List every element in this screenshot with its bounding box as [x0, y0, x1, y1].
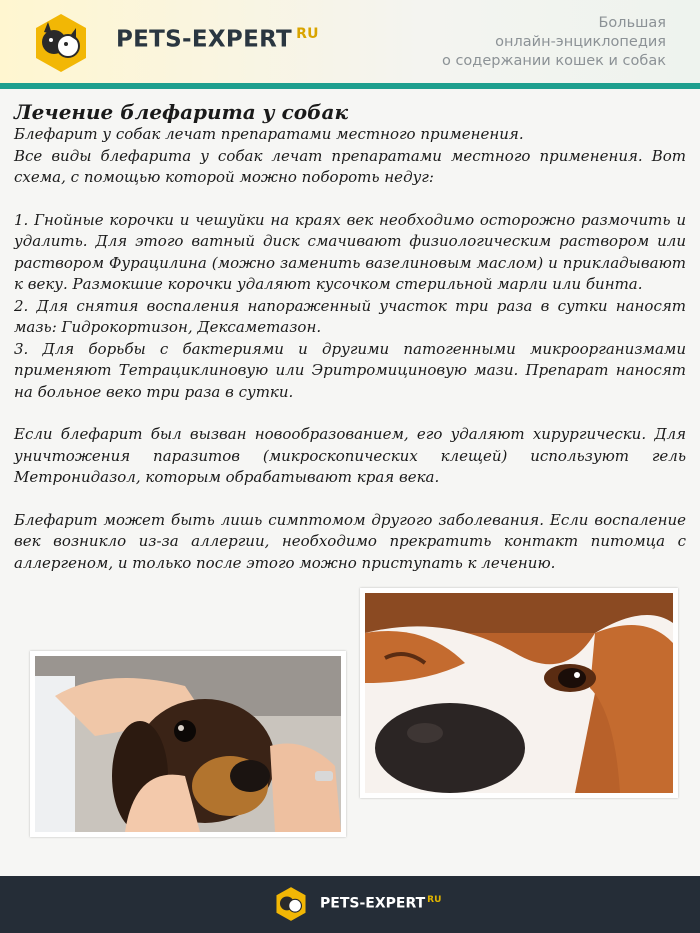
beagle-image	[365, 593, 673, 793]
article-paragraph: Если блефарит был вызван новообразованием, его удаляют хирургически. Для уничтожения паразитов (микроскопических клещей) используют гель Метронидазол, которым обрабатывают края века.	[14, 425, 686, 486]
article-paragraph: 1. Гнойные корочки и чешуйки на краях век необходимо осторожно размочить и удалить. Для этого ватный диск смачивают физиологическим раствором или раствором Фурацилина (можно заменить вазелиновым маслом) и прикладывают к веку. Размокшие корочки удаляют кусочком стерильной марли или бинта.	[14, 210, 686, 293]
article-paragraph: Блефарит может быть лишь симптомом другого заболевания. Если воспаление век возникло из-за аллергии, необходимо прекратить контакт питомца с аллергеном, и только после этого можно приступать к лечению.	[14, 510, 686, 572]
article-paragraph: 3. Для борьбы с бактериями и другими патогенными микроорганизмами применяют Тетрациклиновую или Эритромициновую мази. Препарат наносят на больное веко три раза в сутки.	[14, 339, 686, 401]
article-paragraph: Все виды блефарита у собак лечат препаратами местного применения. Вот схема, с помощью которой можно побороть недуг:	[14, 146, 686, 186]
dachshund-eye-exam-photo	[30, 651, 346, 837]
site-header	[0, 0, 700, 85]
tagline-line: онлайн-энциклопедия	[495, 34, 666, 50]
footer-domain-suffix: RU	[427, 895, 442, 905]
dachshund-image	[35, 656, 341, 832]
brand-domain-suffix: RU	[296, 26, 319, 42]
article-paragraph: 2. Для снятия воспаления напораженный участок три раза в сутки наносят мазь: Гидрокортизон, Дексаметазон.	[14, 296, 686, 336]
paragraph-spacer	[14, 403, 686, 424]
paragraph-spacer	[14, 489, 686, 510]
article-title: Лечение блефарита у собак	[14, 100, 349, 124]
pets-expert-logo-icon[interactable]	[30, 12, 92, 74]
footer-brand-name[interactable]: PETS-EXPERT $^{RU}$	[320, 895, 442, 912]
site-brand-name[interactable]: PETS-EXPERT $^{RU}$	[116, 26, 319, 53]
article-paragraph: Блефарит у собак лечат препаратами местного применения.	[14, 125, 524, 143]
tagline-line: Большая	[598, 15, 666, 31]
tagline-line: о содержании кошек и собак	[441, 53, 666, 69]
article-body	[14, 100, 686, 574]
header-divider	[0, 83, 700, 89]
paragraph-spacer	[14, 189, 686, 210]
site-footer	[0, 876, 700, 933]
beagle-closeup-photo	[360, 588, 678, 798]
footer-logo-icon[interactable]	[273, 886, 309, 922]
site-tagline	[386, 14, 666, 71]
